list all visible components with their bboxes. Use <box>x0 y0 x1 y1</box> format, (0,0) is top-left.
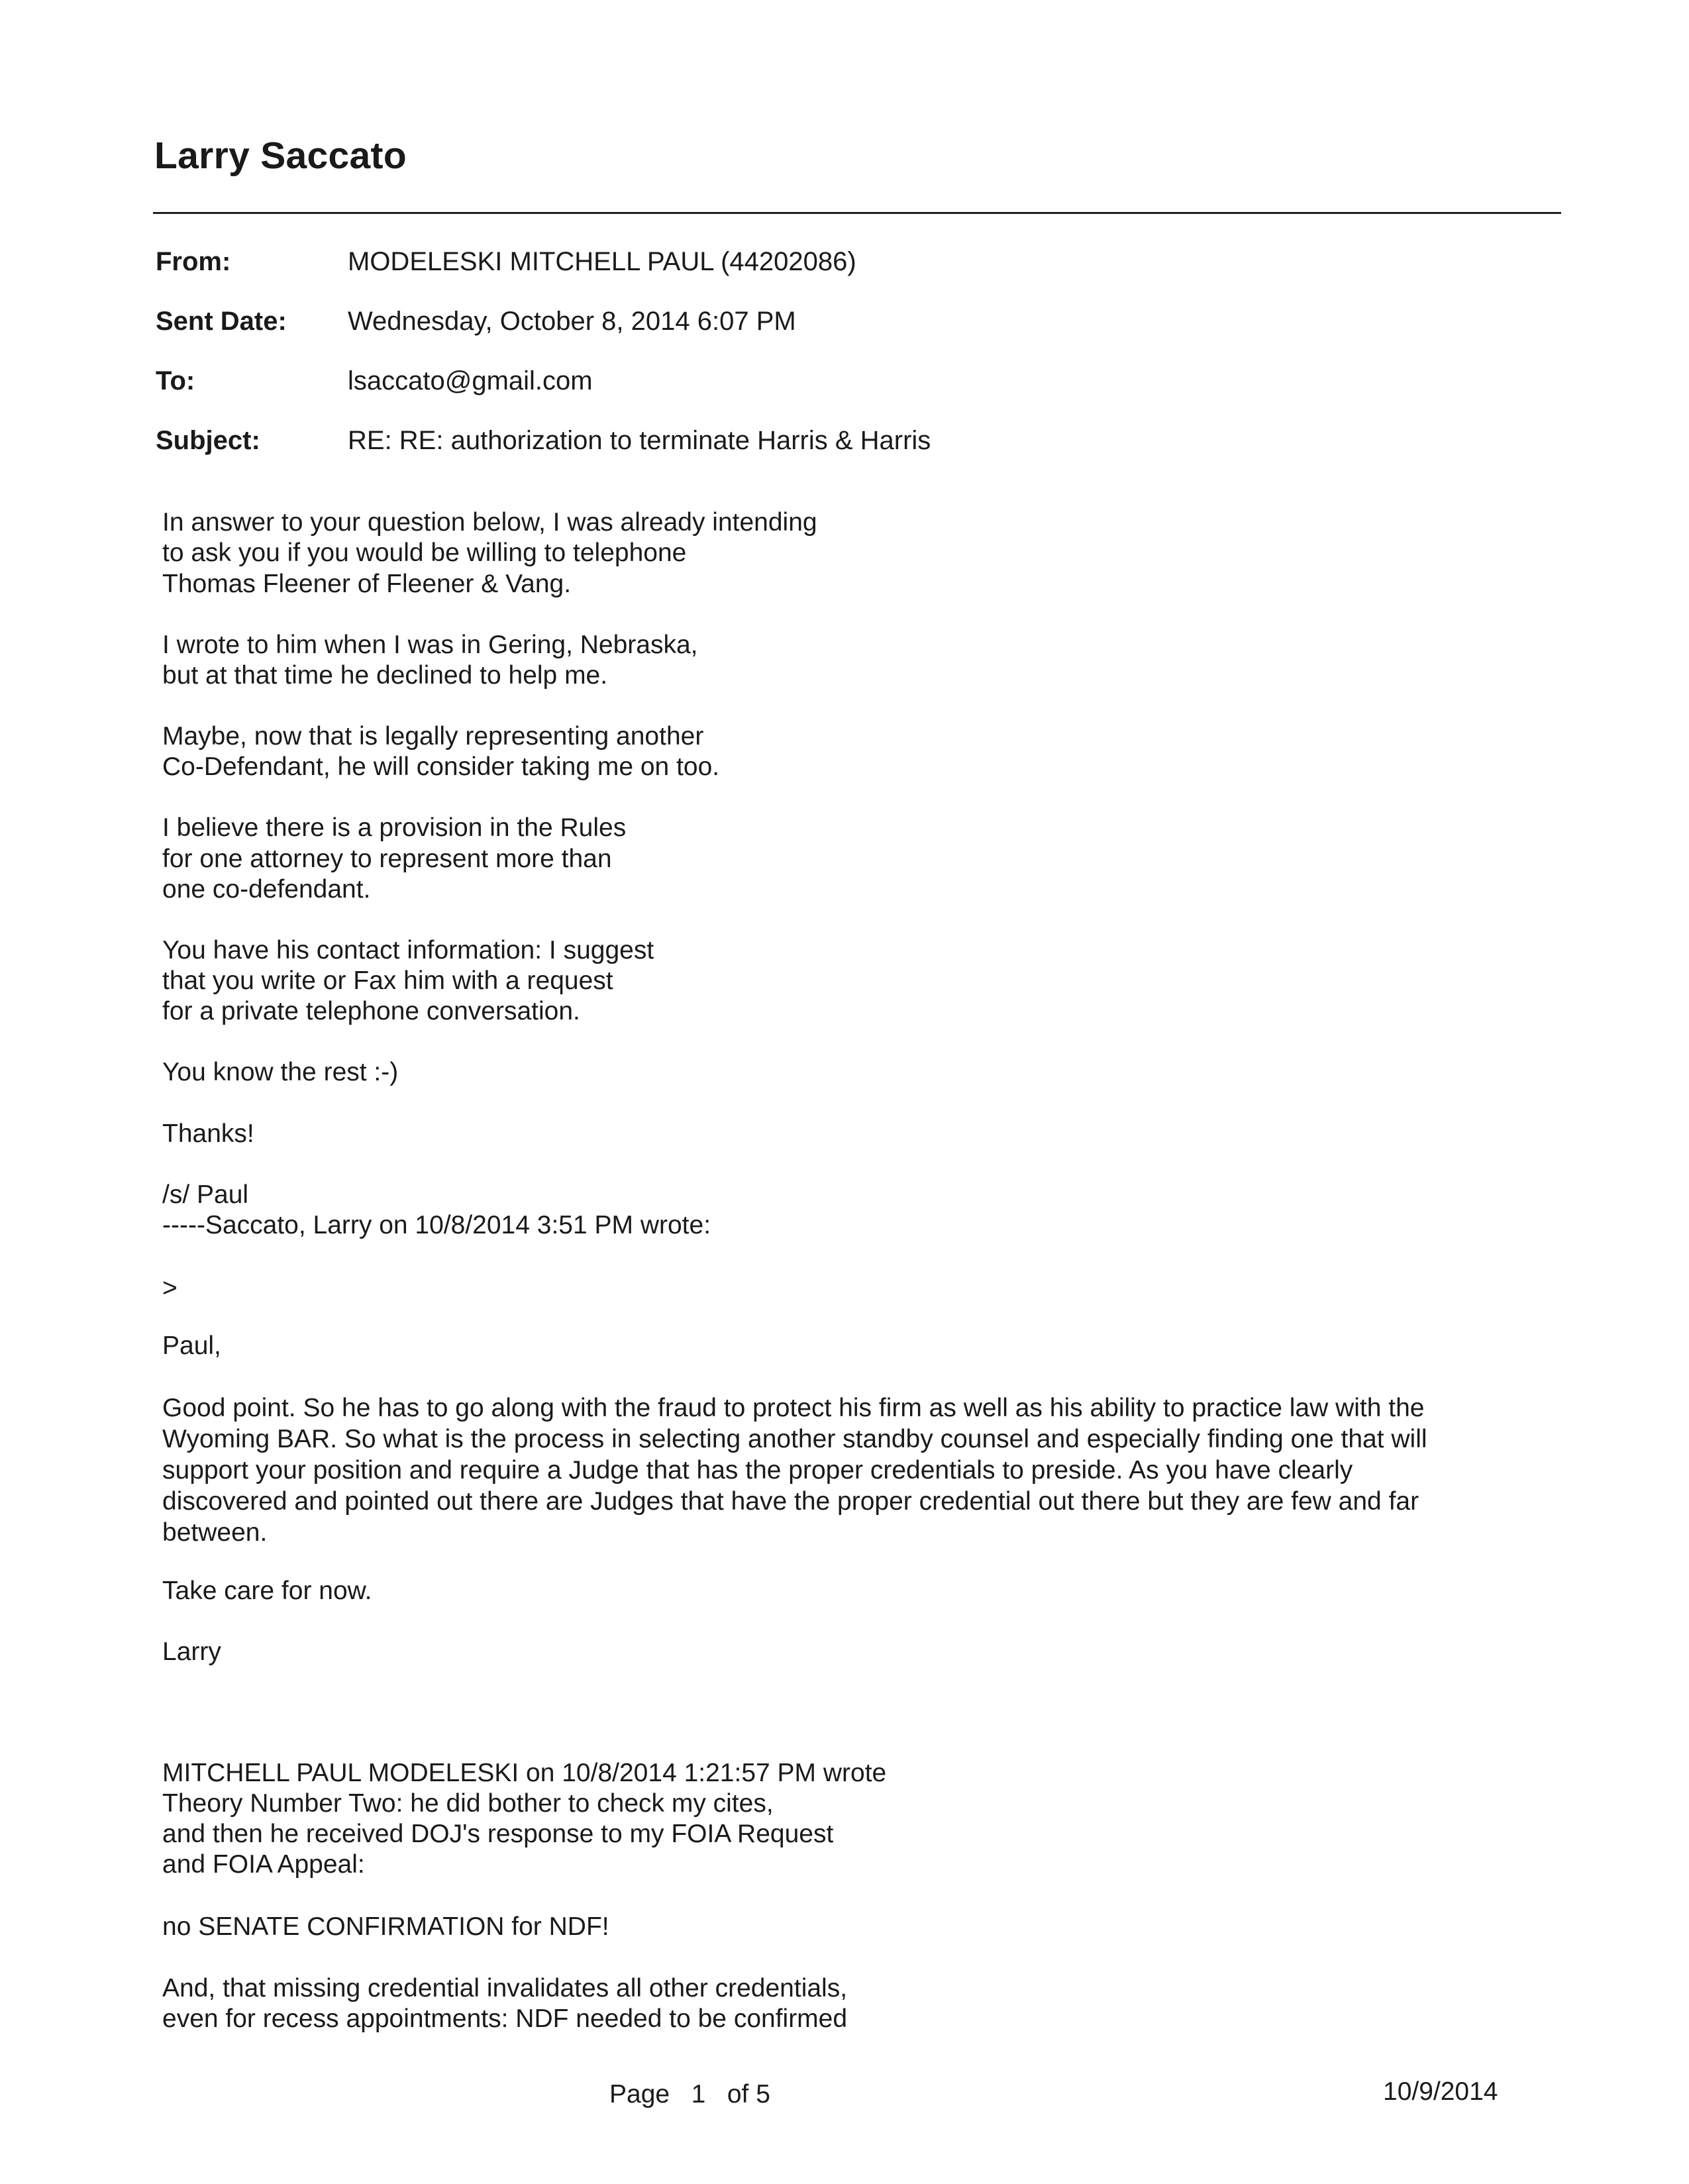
subject-value: RE: RE: authorization to terminate Harris & Harris <box>348 426 931 455</box>
body-line: discovered and pointed out there are Judges that have the proper credential out there but they are few and far <box>162 1487 1419 1516</box>
print-date: 10/9/2014 <box>1383 2077 1498 2106</box>
to-label: To: <box>156 366 195 395</box>
quote-header: -----Saccato, Larry on 10/8/2014 3:51 PM wrote: <box>162 1211 711 1239</box>
body-line: between. <box>162 1518 268 1547</box>
body-line: You have his contact information: I suggest <box>162 936 654 964</box>
from-value: MODELESKI MITCHELL PAUL (44202086) <box>348 247 856 276</box>
body-line: for a private telephone conversation. <box>162 997 580 1025</box>
body-line: Co-Defendant, he will consider taking me on too. <box>162 753 720 781</box>
quote-marker: > <box>162 1274 178 1302</box>
body-line: Take care for now. <box>162 1577 372 1605</box>
body-line: and then he received DOJ's response to my FOIA Request <box>162 1820 834 1848</box>
of-label: of <box>727 2080 749 2108</box>
sent-date-value: Wednesday, October 8, 2014 6:07 PM <box>348 307 796 336</box>
body-line: Theory Number Two: he did bother to check my cites, <box>162 1789 774 1818</box>
body-line: and FOIA Appeal: <box>162 1850 365 1879</box>
body-line: even for recess appointments: NDF needed to be confirmed <box>162 2004 848 2033</box>
body-line: support your position and require a Judge that has the proper credentials to preside. As you have clearly <box>162 1456 1353 1484</box>
body-line: In answer to your question below, I was already intending <box>162 508 817 537</box>
body-line: And, that missing credential invalidates all other credentials, <box>162 1974 848 2002</box>
body-line: to ask you if you would be willing to telephone <box>162 539 687 567</box>
body-line: Larry <box>162 1638 221 1666</box>
greeting: Paul, <box>162 1331 221 1360</box>
body-line: but at that time he declined to help me. <box>162 661 608 690</box>
body-line: that you write or Fax him with a request <box>162 966 613 995</box>
page-indicator <box>609 2080 770 2109</box>
body-line: Thomas Fleener of Fleener & Vang. <box>162 570 572 598</box>
sent-date-label: Sent Date: <box>156 307 287 336</box>
page-number: 1 <box>691 2080 706 2108</box>
page-title: Larry Saccato <box>154 134 407 177</box>
body-line: for one attorney to represent more than <box>162 845 612 873</box>
signature: /s/ Paul <box>162 1180 249 1209</box>
body-line: I believe there is a provision in the Rules <box>162 813 627 842</box>
body-line: one co-defendant. <box>162 875 371 904</box>
from-label: From: <box>156 247 231 276</box>
to-value: lsaccato@gmail.com <box>348 366 593 395</box>
page-total: 5 <box>756 2080 770 2108</box>
subject-label: Subject: <box>156 426 260 455</box>
body-line: Thanks! <box>162 1119 254 1148</box>
page-label: Page <box>609 2080 670 2108</box>
body-line: I wrote to him when I was in Gering, Nebraska, <box>162 631 698 659</box>
body-line: Wyoming BAR. So what is the process in selecting another standby counsel and especially finding one that will <box>162 1425 1427 1453</box>
body-line: no SENATE CONFIRMATION for NDF! <box>162 1912 609 1941</box>
header-divider <box>153 212 1561 214</box>
body-line: MITCHELL PAUL MODELESKI on 10/8/2014 1:21:57 PM wrote <box>162 1759 887 1787</box>
body-line: You know the rest :-) <box>162 1058 399 1086</box>
body-line: Maybe, now that is legally representing another <box>162 722 704 751</box>
body-line: Good point. So he has to go along with the fraud to protect his firm as well as his ability to practice law with the <box>162 1394 1425 1422</box>
